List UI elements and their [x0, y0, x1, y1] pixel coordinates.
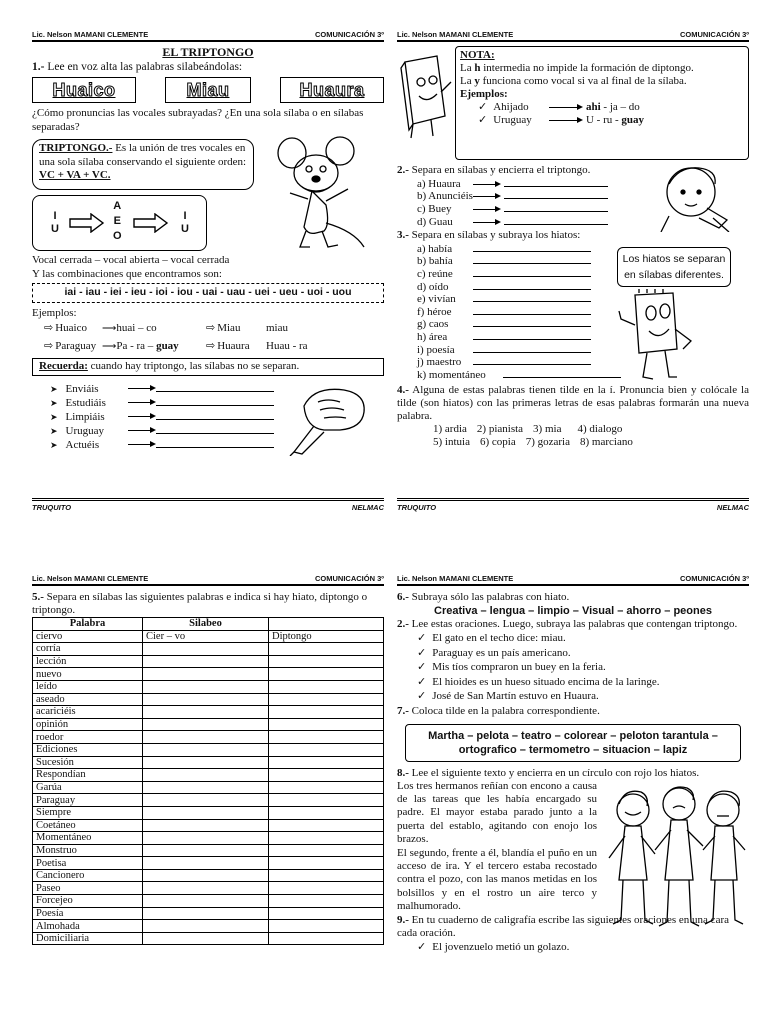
note-box: NOTA: La h intermedia no impide la formación de diptongo. La y funciona como vocal si va al final de la sílaba. Ejemplos: ✓ Ahijado ahi - ja – do ✓ Uruguay U - ru - guay [455, 46, 749, 160]
table-cell-type[interactable] [269, 781, 384, 794]
table-cell-type[interactable] [269, 819, 384, 832]
table-cell-word: Paseo [33, 882, 143, 895]
word-box [280, 77, 384, 103]
table-row [33, 680, 384, 693]
arrow-icon [128, 427, 156, 435]
question-2: 2.- Separa en sílabas y encierra el triptongo. [397, 164, 591, 176]
list-item: f) héroe [417, 306, 749, 319]
answer-line[interactable] [504, 190, 608, 199]
table-cell-syllables[interactable] [143, 743, 269, 756]
table-cell-word: Ediciones [33, 743, 143, 756]
hiatus-speech-bubble: Los hiatos se separan en sílabas diferentes. [617, 247, 731, 287]
table-cell-syllables[interactable] [143, 693, 269, 706]
question-3-area [397, 229, 749, 381]
list-item: d) Guau [417, 216, 749, 229]
hiatus-word-list: Creativa – lengua – limpio – Visual – ahorro – peones [434, 605, 712, 617]
table-cell-word: Domiciliaria [33, 932, 143, 945]
table-row [33, 895, 384, 908]
table-cell-type[interactable] [269, 643, 384, 656]
arrow-icon [473, 205, 501, 213]
note-example-2: ✓ Uruguay U - ru - guay [460, 114, 744, 127]
table-row [33, 882, 384, 895]
table-row [33, 769, 384, 782]
list-item: ✓ El jovenzuelo metió un golazo. [397, 940, 749, 954]
table-cell-word: Poetisa [33, 857, 143, 870]
arrow-icon [549, 103, 583, 111]
list-item: ✓ El gato en el techo dice: miau. [417, 631, 749, 646]
question-3: 3.- Separa en sílabas y subraya los hiatos: [397, 229, 581, 242]
table-cell-word: Coetáneo [33, 819, 143, 832]
list-item: c) Buey [417, 203, 749, 216]
table-cell-type[interactable] [269, 932, 384, 945]
table-row [33, 907, 384, 920]
example-row: ⇨ Huaico ⟶huai – co ⇨ Miau miau [32, 322, 384, 336]
arrow-icon [128, 385, 156, 393]
table-cell-syllables[interactable] [143, 706, 269, 719]
column-header-syllables: Silabeo [143, 618, 269, 631]
table-cell-word: acariciéis [33, 706, 143, 719]
mouse-cartoon-icon [264, 135, 374, 255]
table-row [33, 869, 384, 882]
table-cell-word: lección [33, 655, 143, 668]
sentence-list [397, 631, 749, 704]
recuerda-box: Recuerda: cuando hay triptongo, las sílabas no se separan. [32, 358, 384, 376]
author-name: Lic. Nelson MAMANI CLEMENTE [397, 30, 514, 39]
column-header-word: Palabra [33, 618, 143, 631]
table-row [33, 794, 384, 807]
arrow-icon [473, 218, 501, 226]
table-row [33, 857, 384, 870]
list-item: b) Anunciéis [417, 190, 749, 203]
page-title: EL TRIPTONGO [162, 45, 254, 59]
word-miau: Miau [186, 80, 230, 101]
closed-vowels-right: I U [181, 209, 189, 235]
answer-line[interactable] [156, 439, 274, 448]
table-cell-type[interactable] [269, 895, 384, 908]
question-4: 4.- Alguna de estas palabras tienen tilde en la í. Pronuncia bien y colócale la tilde (son hiatos) con las primeras letras de esas palabras formarán una nueva palabra. [397, 384, 749, 423]
notepad-cartoon-icon [613, 289, 699, 385]
list-item: ✓ José de San Martín estuvo en Huaura. [417, 689, 749, 704]
table-row [33, 844, 384, 857]
table-row [33, 668, 384, 681]
syllable-table [32, 617, 384, 945]
list-item: d) oído [417, 281, 749, 294]
page-header [397, 574, 749, 586]
table-cell-type[interactable] [269, 680, 384, 693]
list-item: ➤ Enviáis [50, 382, 384, 396]
word-huaura: Huaura [299, 80, 365, 101]
list-item: ➤ Uruguay [50, 424, 384, 438]
question-4-row: 1) ardia 2) pianista 3) mia 4) dialogo [433, 423, 623, 436]
course-name: COMUNICACIÓN 3º [680, 574, 749, 583]
question-2-area [397, 164, 749, 228]
table-cell-syllables[interactable] [143, 932, 269, 945]
page-header [32, 30, 384, 42]
note-example-1: ✓ Ahijado ahi - ja – do [460, 101, 744, 114]
arrow-icon [473, 193, 501, 201]
list-item: ➤ Limpiáis [50, 410, 384, 424]
table-cell-syllables[interactable] [143, 907, 269, 920]
boy-thinking-icon [649, 162, 745, 232]
table-row [33, 832, 384, 845]
table-cell-syllables[interactable] [143, 819, 269, 832]
table-cell-word: leído [33, 680, 143, 693]
list-item: ➤ Estudiáis [50, 396, 384, 410]
table-cell-type[interactable] [269, 869, 384, 882]
table-row [33, 932, 384, 945]
vowel-order-text: Vocal cerrada – vocal abierta – vocal cerrada [32, 253, 230, 266]
table-cell-syllables[interactable] [143, 731, 269, 744]
table-cell-type[interactable] [269, 844, 384, 857]
table-cell-word: corría [33, 643, 143, 656]
author-name: Lic. Nelson MAMANI CLEMENTE [397, 574, 514, 583]
list-item: ➤ Actuéis [50, 438, 384, 452]
table-row [33, 781, 384, 794]
table-cell-type[interactable] [269, 743, 384, 756]
table-cell-type[interactable] [269, 882, 384, 895]
accent-word-box: Martha – pelota – teatro – colorear – peloton tarantula – ortografico – termometro – situacion – lapiz [405, 724, 741, 762]
table-cell-word: Respondían [33, 769, 143, 782]
table-cell-word: Paraguay [33, 794, 143, 807]
column-header-type [269, 618, 384, 631]
combinations-intro: Y las combinaciones que encontramos son: [32, 267, 222, 280]
book-cartoon-icon [397, 52, 453, 142]
list-item: i) poesía [417, 344, 749, 357]
table-cell-word: roedor [33, 731, 143, 744]
worksheet-page-2 [397, 30, 749, 512]
answer-line[interactable] [156, 383, 274, 392]
table-cell-syllables[interactable] [143, 668, 269, 681]
list-item: a) Huaura [417, 178, 749, 191]
answer-line[interactable] [156, 411, 274, 420]
open-vowels: A E O [113, 199, 122, 242]
definition-area [32, 139, 384, 251]
combinations-box: iai - iau - iei - ieu - ioi - iou - uai - uau - uei - ueu - uoi - uou [32, 283, 384, 302]
arrow-icon [473, 180, 501, 188]
table-row [33, 731, 384, 744]
answer-line[interactable] [473, 344, 591, 353]
pronunciation-question: ¿Cómo pronuncias las vocales subrayadas? ¿En una sola sílaba o en sílabas separadas? [32, 107, 364, 134]
answer-line[interactable] [473, 281, 591, 290]
exercise-area [32, 382, 384, 452]
table-cell-type[interactable] [269, 920, 384, 933]
table-cell-syllables[interactable] [143, 882, 269, 895]
question-7: 7.- Coloca tilde en la palabra correspondiente. [397, 704, 600, 717]
table-cell-type[interactable] [269, 832, 384, 845]
table-row [33, 920, 384, 933]
reading-area [397, 780, 749, 914]
table-cell-type[interactable] [269, 706, 384, 719]
table-cell-word: Poesía [33, 907, 143, 920]
closed-vowels-left: I U [51, 209, 59, 235]
table-cell-syllables[interactable] [143, 806, 269, 819]
table-row [33, 718, 384, 731]
table-cell-type[interactable] [269, 794, 384, 807]
question-9: 9.- En tu cuaderno de caligrafía escribe las siguientes oraciones en una cara cada oración. [397, 913, 729, 939]
table-cell-syllables[interactable] [143, 857, 269, 870]
page-footer: TRUQUITO NELMAC [397, 498, 749, 512]
table-cell-syllables[interactable] [143, 655, 269, 668]
table-cell-word: opinión [33, 718, 143, 731]
table-cell-word: Almohada [33, 920, 143, 933]
worksheet-page-4 [397, 574, 749, 1024]
table-row [33, 756, 384, 769]
list-item: g) caos [417, 318, 749, 331]
course-name: COMUNICACIÓN 3º [315, 30, 384, 39]
table-cell-word: Siempre [33, 806, 143, 819]
page-footer: TRUQUITO NELMAC [32, 498, 384, 512]
table-cell-syllables[interactable] [143, 895, 269, 908]
answer-line[interactable] [504, 178, 608, 187]
table-cell-word: Cancionero [33, 869, 143, 882]
question-6: 6.- Subraya sólo las palabras con hiato. [397, 591, 570, 603]
table-cell-word: Forcejeo [33, 895, 143, 908]
table-header-row [33, 618, 384, 631]
course-name: COMUNICACIÓN 3º [315, 574, 384, 583]
table-cell-word: Monstruo [33, 844, 143, 857]
page-header [397, 30, 749, 42]
table-cell-type[interactable] [269, 907, 384, 920]
table-row [33, 643, 384, 656]
three-brothers-icon [603, 780, 749, 930]
table-cell-syllables[interactable] [143, 718, 269, 731]
examples-label: Ejemplos: [32, 306, 77, 319]
table-cell-type[interactable] [269, 668, 384, 681]
hand-writing-icon [284, 376, 374, 456]
arrow-icon [128, 399, 156, 407]
word-box [32, 77, 136, 103]
table-cell-syllables[interactable] [143, 832, 269, 845]
list-item: k) momentáneo [417, 369, 749, 382]
course-name: COMUNICACIÓN 3º [680, 30, 749, 39]
question-8: 8.- Lee el siguiente texto y encierra en un círculo con rojo los hiatos. [397, 766, 700, 779]
table-cell-word: Momentáneo [33, 832, 143, 845]
worksheet-page-3 [32, 574, 384, 1024]
table-cell-type[interactable] [269, 718, 384, 731]
table-cell-syllables[interactable] [143, 794, 269, 807]
answer-line[interactable] [473, 293, 591, 302]
answer-line[interactable] [473, 255, 591, 264]
table-cell-word: aseado [33, 693, 143, 706]
list-item: h) área [417, 331, 749, 344]
answer-line[interactable] [473, 318, 591, 327]
table-cell-word: Garúa [33, 781, 143, 794]
answer-line[interactable] [504, 203, 608, 212]
answer-line[interactable] [504, 216, 608, 225]
list-item: j) maestro [417, 356, 749, 369]
author-name: Lic. Nelson MAMANI CLEMENTE [32, 574, 149, 583]
table-cell-type[interactable] [269, 655, 384, 668]
answer-line[interactable] [473, 331, 591, 340]
table-cell-word: nuevo [33, 668, 143, 681]
answer-line[interactable] [156, 397, 274, 406]
question-5: 5.- Separa en sílabas las siguientes palabras e indica si hay hiato, diptongo o triptongo. [32, 591, 368, 616]
answer-line[interactable] [473, 268, 591, 277]
arrow-icon [128, 413, 156, 421]
worksheet-page-1 [32, 30, 384, 512]
reading-text: Los tres hermanos reñían con encono a causa de las tareas que les había encargado su padre. El mayor estaba parado junto a la puerta del establo, agitando con enojo los brazos. El segundo, frente a él, blandía el puño en un acceso de ira. Y el tercero estaba recostado contra el pozo, con las manos metidas en los bolsillos y en el rostro un aire terco y malhumorado. [397, 779, 597, 913]
arrow-right-icon [133, 213, 169, 233]
table-cell-type[interactable] [269, 769, 384, 782]
list-item: ✓ El hioides es un hueso situado encima de la laringe. [417, 675, 749, 690]
table-cell-syllables[interactable] [143, 869, 269, 882]
table-row [33, 819, 384, 832]
word-boxes [32, 77, 384, 103]
note-area [397, 42, 749, 160]
question-2b: 2.- Lee estas oraciones. Luego, subraya las palabras que contengan triptongo. [397, 618, 738, 630]
arrow-icon [128, 441, 156, 449]
arrow-right-icon [69, 213, 105, 233]
table-row [33, 806, 384, 819]
table-cell-syllables[interactable] [143, 643, 269, 656]
answer-line[interactable] [503, 369, 621, 378]
list-item: c) reúne [417, 268, 749, 281]
question-1: 1.- Lee en voz alta las palabras silabeándolas: [32, 61, 243, 73]
word-box [165, 77, 251, 103]
list-item: e) vivían [417, 293, 749, 306]
author-name: Lic. Nelson MAMANI CLEMENTE [32, 30, 149, 39]
list-item: b) bahía [417, 255, 749, 268]
list-item: a) había [417, 243, 749, 256]
answer-line[interactable] [473, 306, 591, 315]
table-row [33, 743, 384, 756]
question-4-row: 5) intuia 6) copia 7) gozaria 8) marciano [433, 436, 633, 449]
answer-line[interactable] [473, 356, 591, 365]
answer-line[interactable] [156, 425, 274, 434]
definition-box: TRIPTONGO.- Es la unión de tres vocales en una sola sílaba conservando el siguiente orden: VC + VA + VC. [32, 139, 254, 190]
list-item: ✓ Mis tíos compraron un buey en la feria. [417, 660, 749, 675]
arrow-icon [549, 116, 583, 124]
example-row: ⇨ Paraguay ⟶Pa - ra – guay ⇨ Huaura Huau - ra [32, 340, 384, 354]
table-cell-syllables[interactable] [143, 920, 269, 933]
table-cell-type[interactable] [269, 806, 384, 819]
vowel-diagram [32, 195, 207, 251]
table-cell-word: Sucesión [33, 756, 143, 769]
table-row [33, 706, 384, 719]
table-cell-type[interactable] [269, 693, 384, 706]
answer-line[interactable] [473, 243, 591, 252]
page-header [32, 574, 384, 586]
table-cell-syllables[interactable] [143, 756, 269, 769]
table-cell-syllables[interactable] [143, 844, 269, 857]
table-cell-syllables[interactable] [143, 781, 269, 794]
word-huaico: Huaico [52, 80, 116, 101]
table-cell-syllables[interactable] [143, 769, 269, 782]
table-row: ciervo Cier – vo Diptongo [33, 630, 384, 643]
table-cell-type[interactable] [269, 731, 384, 744]
table-row [33, 655, 384, 668]
table-cell-syllables[interactable] [143, 680, 269, 693]
table-cell-type[interactable] [269, 857, 384, 870]
list-item: ✓ Paraguay es un país americano. [417, 646, 749, 661]
table-row [33, 693, 384, 706]
table-cell-type[interactable] [269, 756, 384, 769]
